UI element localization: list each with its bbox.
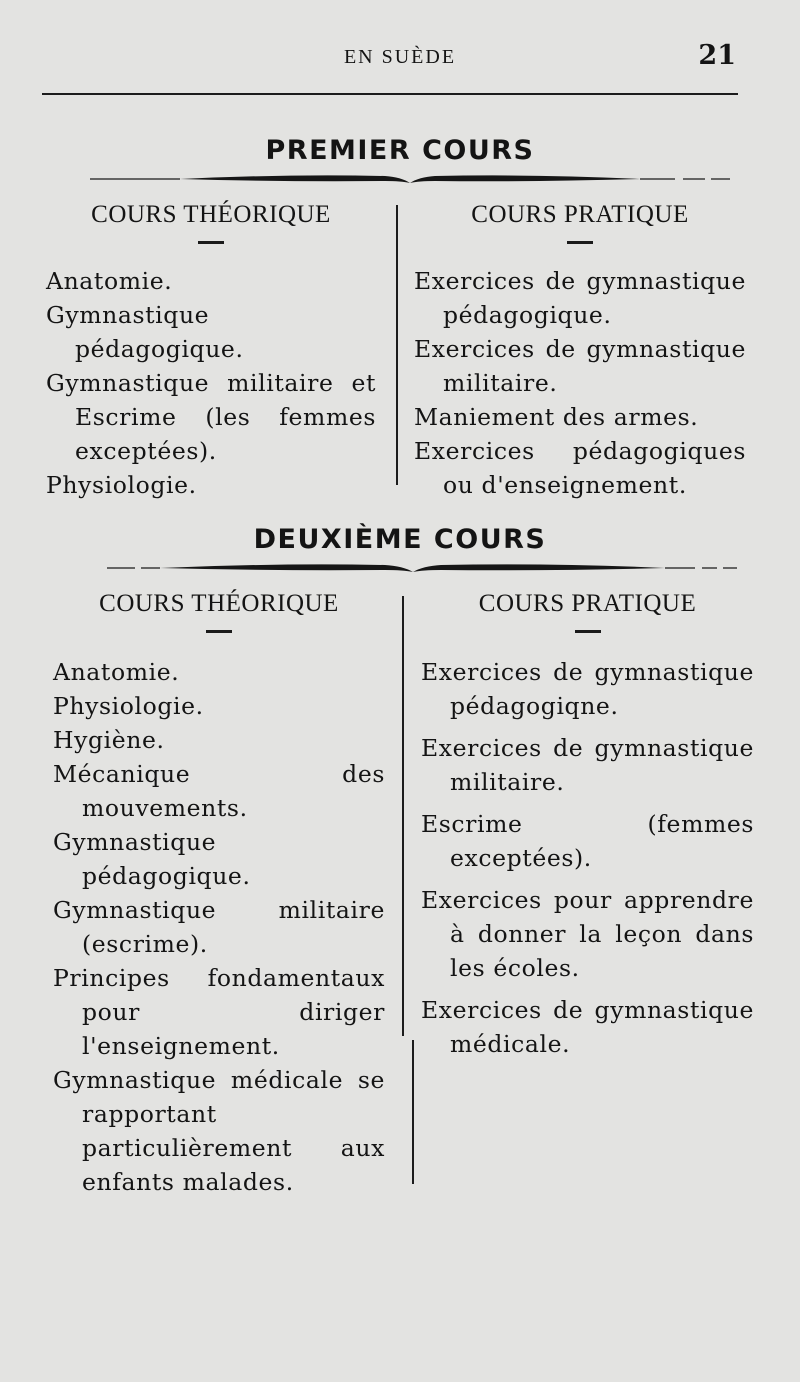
list-item: Anatomie. xyxy=(46,267,173,295)
list-item: Gymnastique pédagogique. xyxy=(46,301,244,363)
list-item: Exercices de gymnastique médicale. xyxy=(421,996,754,1058)
page-number: 21 xyxy=(698,40,736,71)
column-heading-theory: COURS THÉORIQUE xyxy=(99,590,339,617)
practice-column-deuxieme-cours xyxy=(421,590,754,1061)
column-heading-practice: COURS PRATIQUE xyxy=(478,590,697,617)
heading-dash xyxy=(198,241,224,244)
heading-dash xyxy=(206,630,232,633)
column-divider xyxy=(402,596,404,1036)
ornamental-rule xyxy=(85,168,735,186)
heading-dash xyxy=(567,241,593,244)
list-item: Gymnastique militaire (escrime). xyxy=(53,896,385,958)
theory-column-premier-cours xyxy=(46,201,376,502)
column-heading-practice: COURS PRATIQUE xyxy=(471,201,689,228)
ornamental-rule xyxy=(105,557,740,575)
list-item: Exercices pédagogiques ou d'enseignement. xyxy=(414,437,746,499)
column-divider xyxy=(412,1040,414,1184)
header-rule xyxy=(42,93,738,95)
heading-dash xyxy=(575,630,601,633)
section-title-deuxieme-cours: DEUXIÈME COURS xyxy=(253,524,547,555)
practice-column-premier-cours xyxy=(414,201,746,502)
list-item: Exercices de gymnastique pédagogique. xyxy=(414,267,746,329)
list-item: Anatomie. xyxy=(53,658,180,686)
list-item: Gymnastique médicale se rapportant particulièrement aux enfants malades. xyxy=(53,1066,385,1196)
column-divider xyxy=(396,205,398,485)
list-item: Exercices pour apprendre à donner la leçon dans les écoles. xyxy=(421,886,754,982)
section-title-premier-cours: PREMIER COURS xyxy=(265,135,535,166)
list-item: Escrime (femmes exceptées). xyxy=(421,810,754,872)
list-item: Physiologie. xyxy=(53,692,204,720)
list-item: Maniement des armes. xyxy=(414,403,699,431)
list-item: Physiologie. xyxy=(46,471,197,499)
list-item: Gymnastique pédagogique. xyxy=(53,828,251,890)
list-item: Exercices de gymnastique militaire. xyxy=(414,335,746,397)
theory-column-deuxieme-cours xyxy=(53,590,385,1199)
list-item: Gymnastique militaire et Escrime (les femmes exceptées). xyxy=(46,369,376,465)
list-item: Exercices de gymnastique militaire. xyxy=(421,734,754,796)
column-heading-theory: COURS THÉORIQUE xyxy=(91,201,331,228)
running-title: EN SUÈDE xyxy=(343,46,457,68)
list-item: Principes fondamentaux pour diriger l'enseignement. xyxy=(53,964,385,1060)
list-item: Hygiène. xyxy=(53,726,165,754)
list-item: Exercices de gymnastique pédagogiqne. xyxy=(421,658,754,720)
list-item: Mécanique des mouvements. xyxy=(53,760,385,822)
